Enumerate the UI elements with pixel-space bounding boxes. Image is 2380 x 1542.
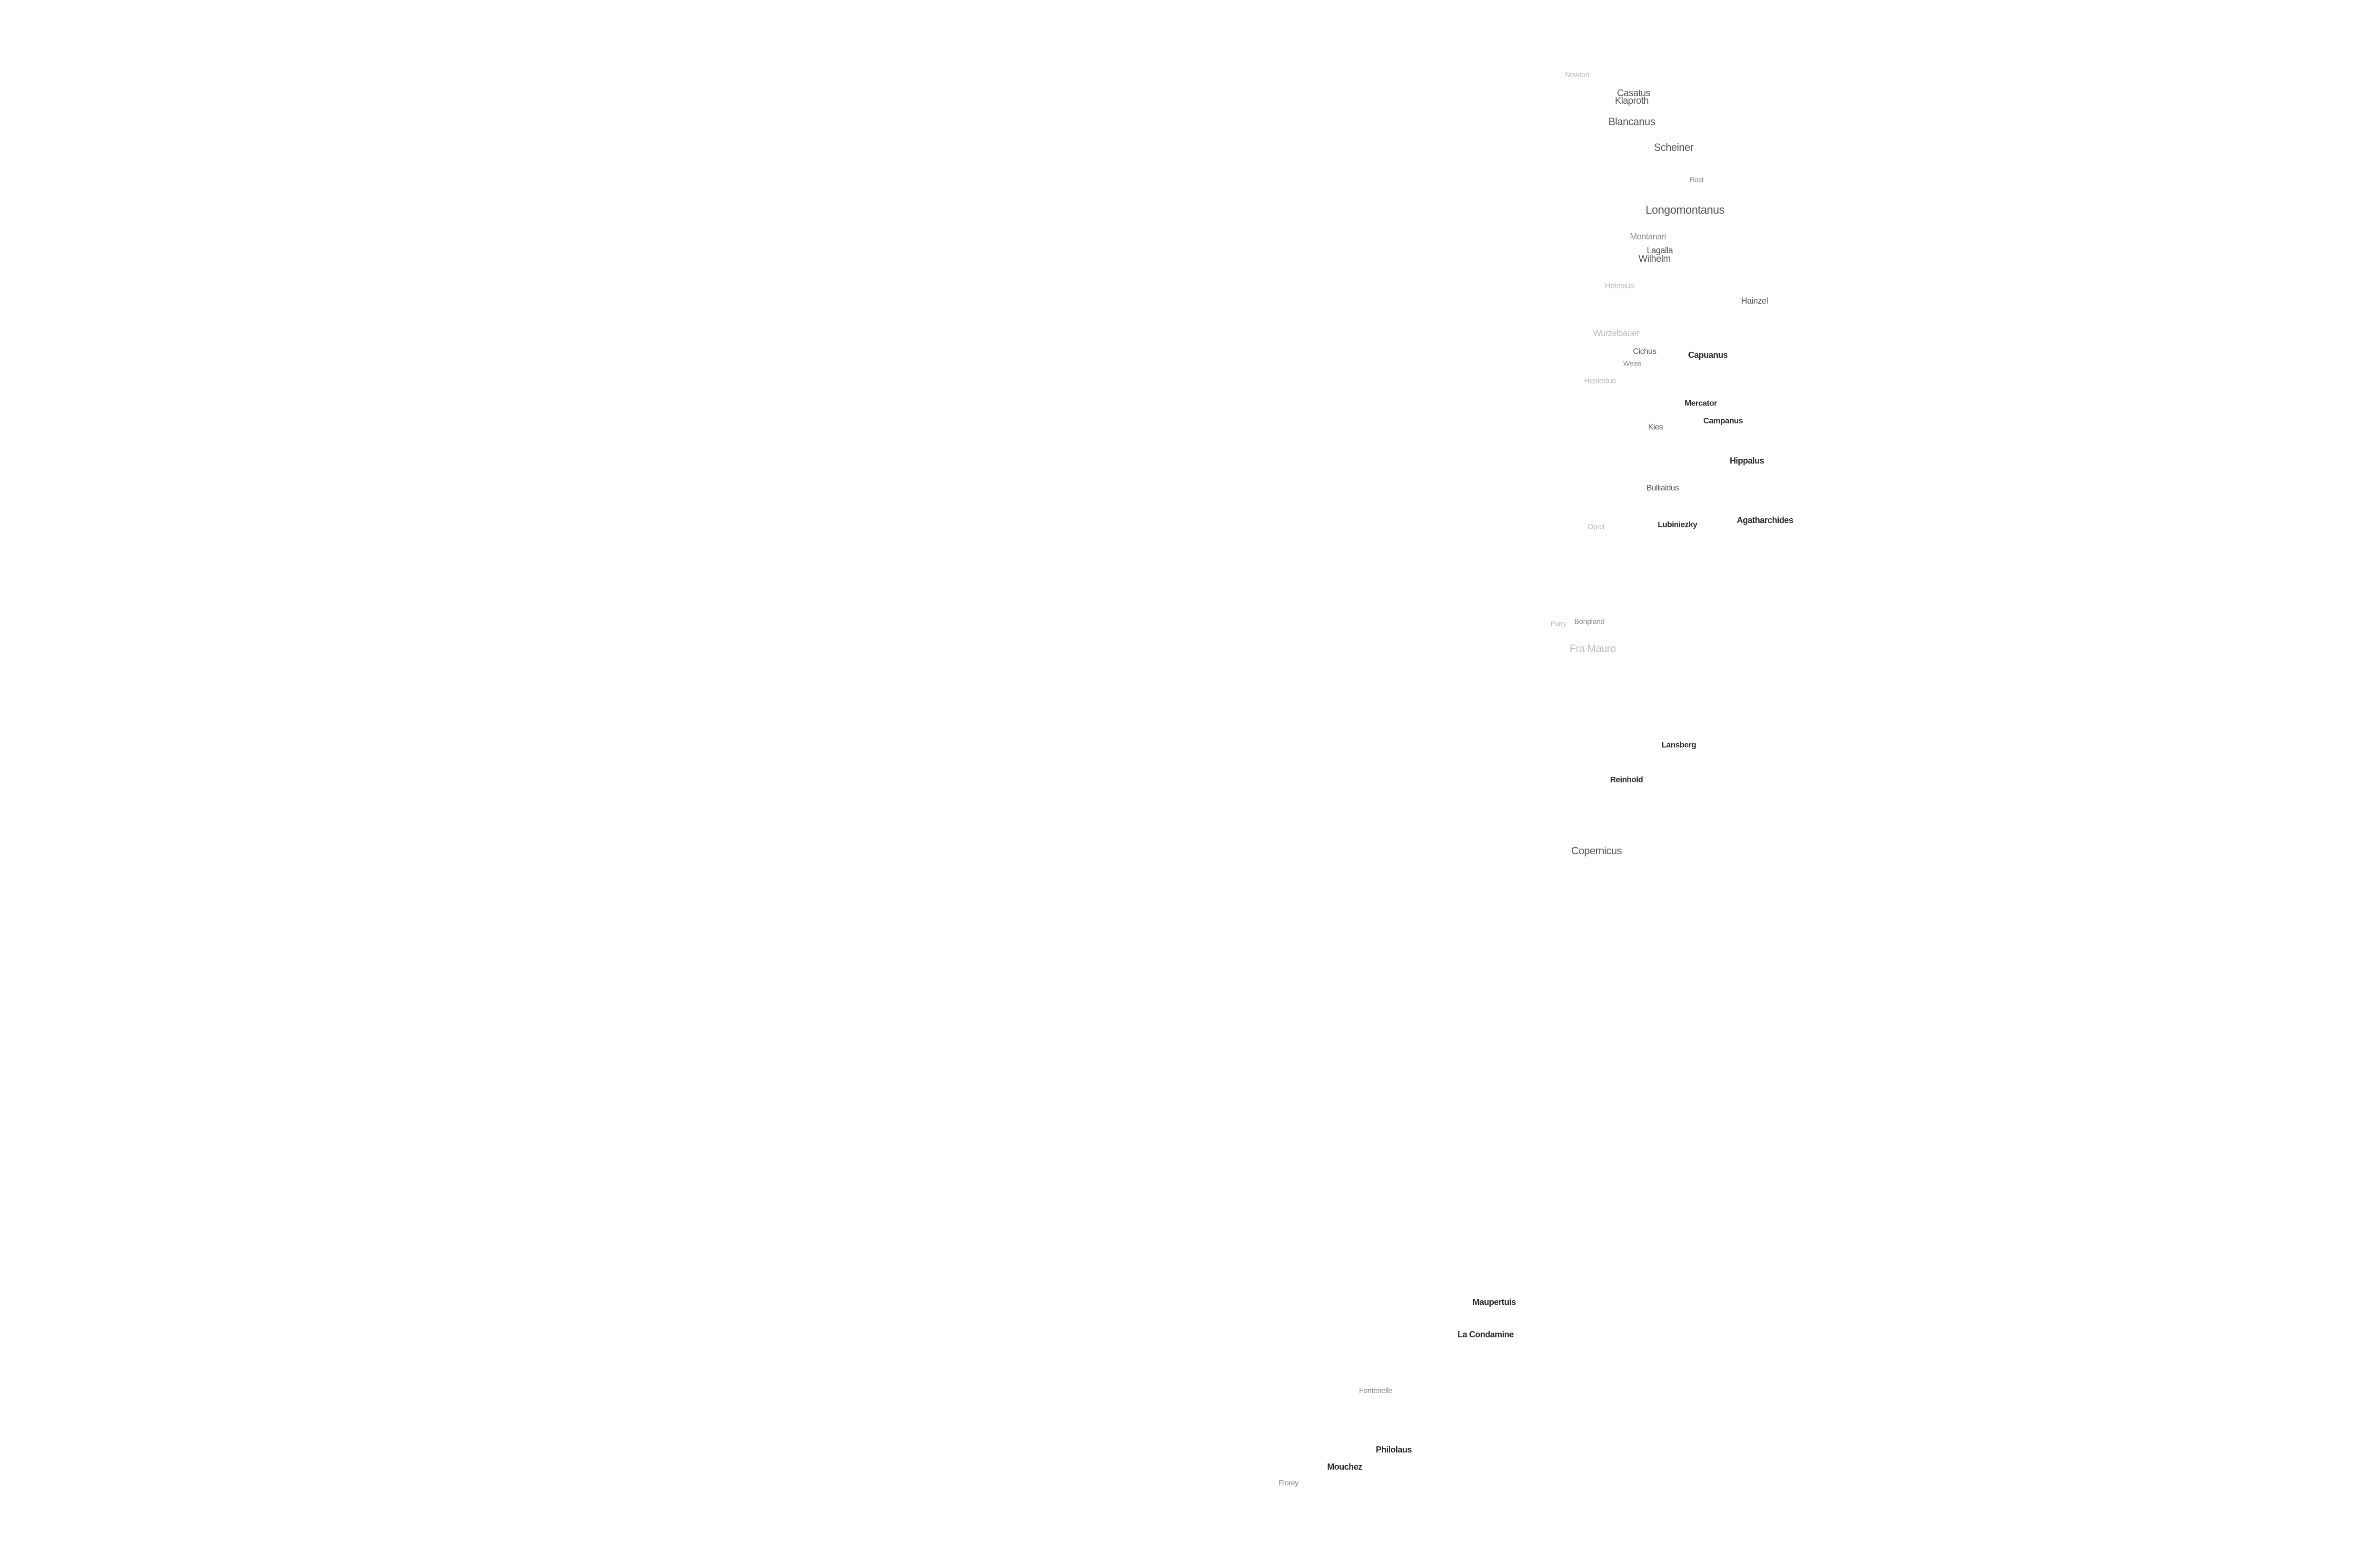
crater-label-lubiniezky: Lubiniezky bbox=[1657, 520, 1697, 529]
crater-label-blancanus: Blancanus bbox=[1608, 116, 1656, 128]
crater-label-la-condamine: La Condamine bbox=[1457, 1330, 1514, 1339]
crater-label-wilhelm: Wilhelm bbox=[1638, 254, 1671, 264]
crater-label-heinsius: Heinsius bbox=[1605, 281, 1634, 290]
crater-label-fra-mauro: Fra Mauro bbox=[1569, 642, 1616, 654]
crater-label-wurzelbauer: Wurzelbauer bbox=[1593, 328, 1639, 338]
crater-label-copernicus: Copernicus bbox=[1571, 845, 1622, 857]
crater-label-bonpland: Bonpland bbox=[1574, 618, 1605, 626]
crater-label-cichus: Cichus bbox=[1633, 346, 1656, 356]
crater-label-capuanus: Capuanus bbox=[1688, 350, 1728, 360]
crater-label-agatharchides: Agatharchides bbox=[1736, 515, 1794, 525]
crater-label-longomontanus: Longomontanus bbox=[1646, 204, 1725, 217]
crater-label-maupertuis: Maupertuis bbox=[1472, 1297, 1516, 1307]
crater-label-klaproth: Klaproth bbox=[1615, 96, 1649, 106]
crater-label-scheiner: Scheiner bbox=[1654, 141, 1694, 153]
crater-label-casatus: Casatus bbox=[1617, 88, 1650, 99]
crater-label-weiss: Weiss bbox=[1623, 359, 1642, 368]
crater-label-campanus: Campanus bbox=[1703, 416, 1743, 425]
crater-label-reinhold: Reinhold bbox=[1610, 775, 1643, 784]
crater-label-philolaus: Philolaus bbox=[1376, 1445, 1412, 1454]
crater-label-montanari: Montanari bbox=[1630, 232, 1666, 241]
crater-label-mercator: Mercator bbox=[1685, 398, 1717, 408]
crater-label-hesiodus: Hesiodus bbox=[1584, 376, 1616, 386]
crater-label-newton: Newton bbox=[1565, 71, 1589, 79]
crater-label-kies: Kies bbox=[1648, 422, 1663, 432]
crater-label-florey: Florey bbox=[1279, 1479, 1299, 1487]
crater-label-mouchez: Mouchez bbox=[1327, 1462, 1362, 1472]
crater-label-parry: Parry bbox=[1550, 620, 1567, 628]
crater-label-rost: Rost bbox=[1689, 176, 1704, 184]
crater-label-fontenelle: Fontenelle bbox=[1359, 1387, 1392, 1395]
crater-label-hippalus: Hippalus bbox=[1729, 456, 1765, 465]
crater-label-hainzel: Hainzel bbox=[1741, 296, 1768, 306]
crater-label-opelt: Opelt bbox=[1587, 523, 1605, 531]
crater-label-bullialdus: Bullialdus bbox=[1646, 483, 1679, 493]
crater-label-lansberg: Lansberg bbox=[1661, 740, 1696, 750]
crater-label-lagalla: Lagalla bbox=[1646, 246, 1673, 255]
